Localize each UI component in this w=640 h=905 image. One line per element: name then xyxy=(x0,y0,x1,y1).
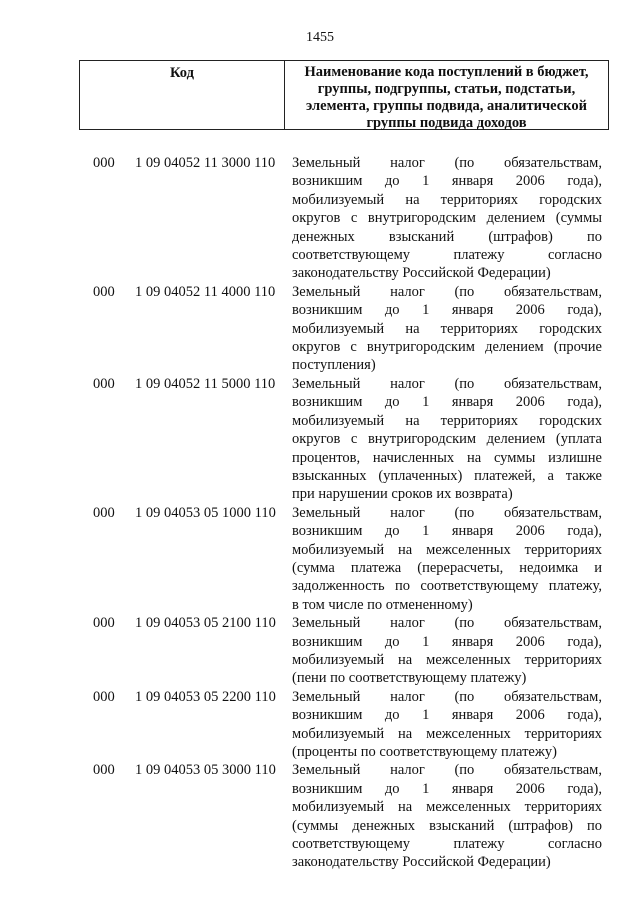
income-code-cell: 1 09 04052 11 3000 110 xyxy=(135,155,276,171)
description-line: законодательству Российской Федерации) xyxy=(292,265,551,282)
name-column-header xyxy=(285,61,608,129)
description-line: Земельный налог (по обязательствам, xyxy=(292,762,602,779)
header-line: группы подвида доходов xyxy=(366,115,527,131)
description-line: Земельный налог (по обязательствам, xyxy=(292,504,602,521)
description-line: соответствующему платежу согласно xyxy=(292,836,602,853)
header-line: элемента, группы подвида, аналитической xyxy=(306,98,587,114)
description-cell xyxy=(292,283,602,375)
table-row xyxy=(0,761,640,871)
admin-code-cell: 000 xyxy=(93,615,115,632)
description-line: возникшим до 1 января 2006 года), xyxy=(292,780,602,797)
description-line: мобилизуемый на территориях городских xyxy=(292,191,602,208)
description-cell xyxy=(292,154,602,283)
description-line: мобилизуемый на межселенных территориях xyxy=(292,725,602,742)
description-line: округов с внутригородским делением (суммы xyxy=(292,210,602,227)
description-line: (суммы денежных взысканий (штрафов) по xyxy=(292,817,602,834)
description-line: соответствующему платежу согласно xyxy=(292,247,602,264)
income-code-cell: 1 09 04053 05 1000 110 xyxy=(135,504,276,521)
admin-code-cell: 000 xyxy=(93,375,115,392)
description-line: Земельный налог (по обязательствам, xyxy=(292,283,602,300)
income-code-cell: 1 09 04053 05 3000 110 xyxy=(135,762,276,779)
description-line: денежных взысканий (штрафов) по xyxy=(292,228,602,245)
description-cell xyxy=(292,688,602,762)
income-code-cell: 1 09 04052 11 4000 110 xyxy=(135,283,276,300)
description-line: взысканных (уплаченных) платежей, а также xyxy=(292,467,602,484)
description-line: округов с внутригородским делением (уплата xyxy=(292,431,602,448)
description-line: возникшим до 1 января 2006 года), xyxy=(292,523,602,540)
description-line: возникшим до 1 января 2006 года), xyxy=(292,707,602,724)
table-row xyxy=(0,688,640,762)
table-body xyxy=(0,154,640,872)
description-line: в том числе по отмененному) xyxy=(292,596,473,613)
income-code-cell: 1 09 04052 11 5000 110 xyxy=(135,375,276,392)
description-line: (сумма платежа (перерасчеты, недоимка и xyxy=(292,559,602,576)
description-cell xyxy=(292,761,602,871)
description-line: Земельный налог (по обязательствам, xyxy=(292,688,602,705)
description-line: мобилизуемый на территориях городских xyxy=(292,412,602,429)
description-line: возникшим до 1 января 2006 года), xyxy=(292,173,602,190)
income-code-cell: 1 09 04053 05 2200 110 xyxy=(135,688,276,705)
income-code-cell: 1 09 04053 05 2100 110 xyxy=(135,615,276,632)
description-line: при нарушении сроков их возврата) xyxy=(292,486,513,503)
description-line: процентов, начисленных на суммы излишне xyxy=(292,449,602,466)
description-cell xyxy=(292,504,602,614)
table-header xyxy=(79,60,609,130)
table-row xyxy=(0,504,640,614)
description-cell xyxy=(292,614,602,688)
admin-code-cell: 000 xyxy=(93,762,115,779)
admin-code-cell: 000 xyxy=(93,688,115,705)
table-row xyxy=(0,614,640,688)
description-line: возникшим до 1 января 2006 года), xyxy=(292,633,602,650)
admin-code-cell: 000 xyxy=(93,504,115,521)
description-line: (проценты по соответствующему платежу) xyxy=(292,744,557,760)
page-number: 1455 xyxy=(306,30,334,45)
admin-code-cell: 000 xyxy=(93,155,115,171)
description-line: Земельный налог (по обязательствам, xyxy=(292,375,602,392)
description-line: (пени по соответствующему платежу) xyxy=(292,670,527,687)
description-line: мобилизуемый на межселенных территориях xyxy=(292,541,602,558)
description-line: Земельный налог (по обязательствам, xyxy=(292,155,602,171)
table-row xyxy=(0,375,640,504)
description-line: мобилизуемый на межселенных территориях xyxy=(292,799,602,816)
code-column-header: Код xyxy=(80,61,285,129)
description-line: задолженность по соответствующему платежу, xyxy=(292,578,602,595)
admin-code-cell: 000 xyxy=(93,283,115,300)
table-row xyxy=(0,154,640,283)
description-cell xyxy=(292,375,602,504)
description-line: поступления) xyxy=(292,357,376,374)
description-line: возникшим до 1 января 2006 года), xyxy=(292,394,602,411)
description-line: Земельный налог (по обязательствам, xyxy=(292,615,602,632)
description-line: округов с внутригородским делением (прочие xyxy=(292,339,602,356)
description-line: законодательству Российской Федерации) xyxy=(292,854,551,871)
description-line: возникшим до 1 января 2006 года), xyxy=(292,302,602,319)
description-line: мобилизуемый на территориях городских xyxy=(292,320,602,337)
header-line: группы, подгруппы, статьи, подстатьи, xyxy=(317,81,576,97)
table-row xyxy=(0,283,640,375)
header-line: Наименование кода поступлений в бюджет, xyxy=(304,64,589,80)
description-line: мобилизуемый на межселенных территориях xyxy=(292,651,602,668)
